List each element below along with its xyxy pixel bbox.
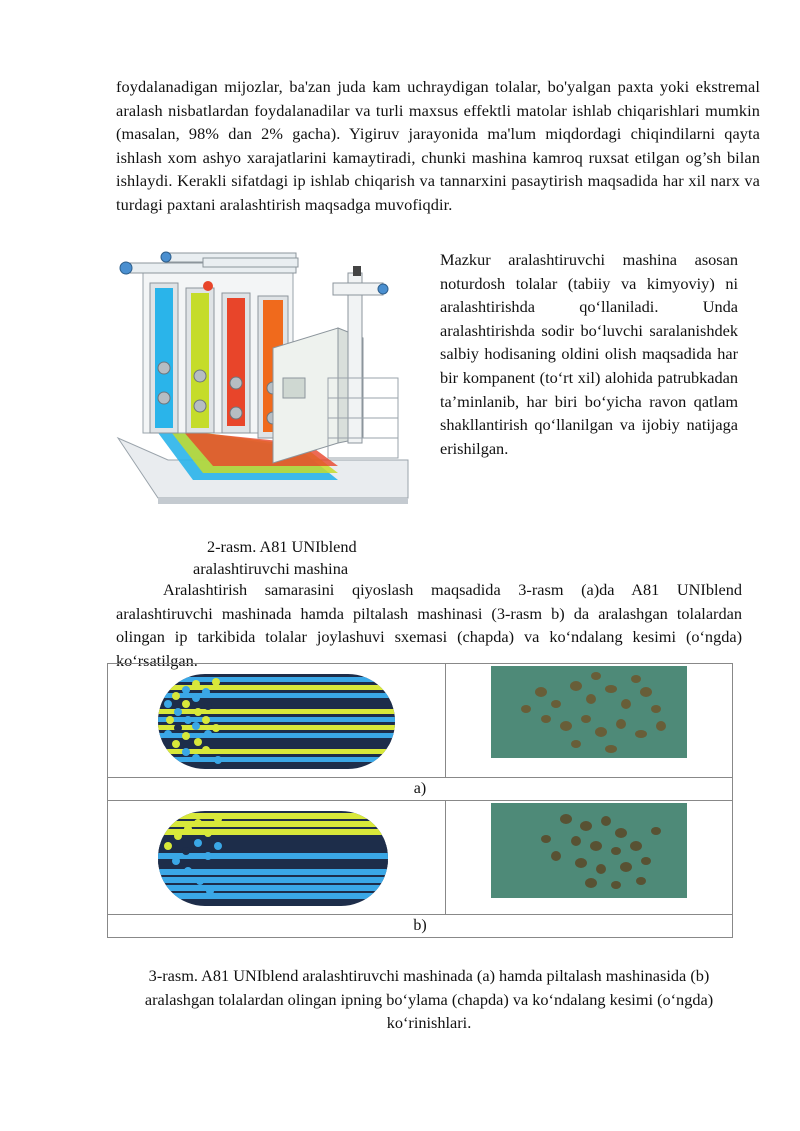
figure-3-label-b: b) — [108, 915, 733, 938]
figure-3-row-a-label — [108, 778, 733, 801]
side-paragraph: Mazkur aralashtiruvchi mashina asosan noturdosh tolalar (tabiiy va kimyoviy) ni aralashtirishda qo‘llaniladi. Unda aralashtirishda sodir bo‘luvchi saralanishdek salbiy hodisaning oldini olish maqsadida har bir kompanent (to‘rt xil) alohida patrubkadan ta’minlanib, har biri bo‘yicha ravon qatlam shakllantirish qo‘llanilgan va ijobiy natijaga erishilgan. — [440, 250, 738, 458]
figure-3-row-b-label — [108, 915, 733, 938]
figure-2-caption-line-2: aralashtiruvchi mashina — [193, 559, 349, 578]
figure-3-caption: 3-rasm. A81 UNIblend aralashtiruvchi mashinada (a) hamda piltalash mashinasida (b) aralashgan tolalardan olingan ipning bo‘ylama (chapda) va ko‘ndalang kesimi (o‘ngda) ko‘rinishlari. — [144, 966, 714, 1032]
yarn-longitudinal-diagram-a — [108, 664, 446, 778]
figure-3-table — [107, 663, 733, 938]
yarn-cross-section-micrograph-a — [446, 664, 733, 778]
body-paragraph-2: Aralashtirish samarasini qiyoslash maqsadida 3-rasm (a)da A81 UNIblend aralashtiruvchi mashinada hamda piltalash mashinasi (3-rasm b) da aralashgan tolalardan olingan ip tarkibida tolalar joylashuvi sxemasi (chapda) va ko‘ndalang kesimi (o‘ngda) ko‘rsatilgan. — [116, 580, 742, 670]
figure-3-label-a: a) — [108, 778, 733, 801]
body-paragraph-1: foydalanadigan mijozlar, ba'zan juda kam uchraydigan tolalar, bo'yalgan paxta yoki ekstremal aralash nisbatlardan foydalanadilar va turli maxsus effektli matolar ishlab chiqarishlari mumkin (masalan, 98% dan 2% gacha). Yigiruv jarayonida ma'lum miqdordagi chiqindilarni qayta ishlash xom ashyo xarajatlarini kamaytiradi, chunki mashina kamroq ruxsat etilgan og’sh bilan ishlaydi. Kerakli sifatdagi ip ishlab chiqarish va tannarxini pasaytirish maqsadida har xil narx va turdagi paxtani aralashtirish maqsadga muvofiqdir. — [116, 77, 760, 214]
figure-2-machine-illustration — [108, 248, 426, 506]
figure-2-caption-line-1: 2-rasm. A81 UNIblend — [207, 537, 357, 556]
yarn-cross-section-micrograph-b — [446, 801, 733, 915]
yarn-longitudinal-diagram-b — [108, 801, 446, 915]
figure-2-caption — [193, 536, 393, 580]
figure-3-row-b-images — [108, 801, 733, 915]
figure-3-row-a-images — [108, 664, 733, 778]
